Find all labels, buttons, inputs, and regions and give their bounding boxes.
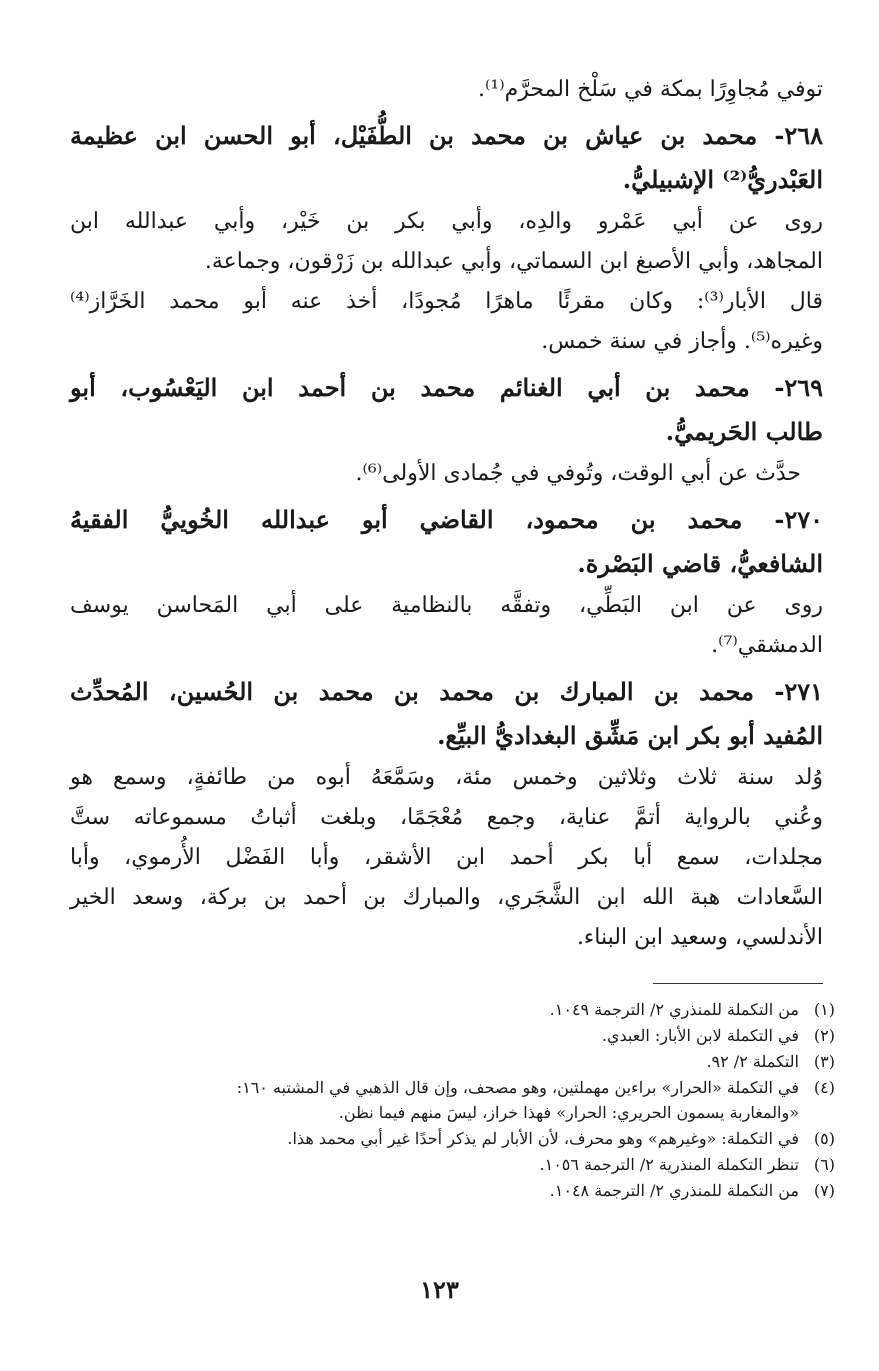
footnote-text: «والمغاربة يسمون الحريري: الحرار» فهذا خراز، ليسَ منهم فيما نظن. <box>338 1103 799 1122</box>
text-line: الأندلسي، وسعيد ابن البناء. <box>576 925 823 950</box>
text-line: روى عن ابن البَطِّي، وتفقَّه بالنظامية على أبي المَحاسن يوسف <box>70 593 823 618</box>
entry-heading-271: ٢٧١- محمد بن المبارك بن محمد بن محمد بن الحُسين، المُحدِّث <box>70 677 823 706</box>
footnote-number: (٤) <box>813 1078 835 1097</box>
entry-heading-268-cont: العَبْدريُّ⁽²⁾ الإشبيليُّ. <box>622 165 823 194</box>
footnote-number: (٢) <box>813 1026 835 1045</box>
footnote-text: من التكملة للمنذري ٢/ الترجمة ١٠٤٨. <box>549 1181 799 1200</box>
text-line: وعُني بالرواية أتمَّ عناية، وجمع مُعْجَمًا، وبلغت أثباتُ مسموعاته ستَّ <box>70 805 823 830</box>
footnote-divider <box>653 983 823 984</box>
entry-heading-269-cont: طالب الحَريميُّ. <box>665 417 823 446</box>
footnote-item <box>70 1152 835 1177</box>
text-line: الدمشقي⁽⁷⁾. <box>711 633 823 658</box>
footnote-item <box>70 1023 835 1048</box>
footnotes <box>70 997 835 1204</box>
footnote-number: (٧) <box>813 1181 835 1200</box>
main-text <box>70 70 823 958</box>
footnote-item <box>70 1075 835 1125</box>
entry-heading-270: ٢٧٠- محمد بن محمود، القاضي أبو عبدالله الخُوييُّ الفقيهُ <box>70 505 823 534</box>
footnote-text: في التكملة «الحرار» براءين مهملتين، وهو مصحف، وإن قال الذهبي في المشتبه ١٦٠: <box>236 1078 799 1097</box>
footnote-text: التكملة ٢/ ٩٢. <box>706 1052 799 1071</box>
footnote-item <box>70 1126 835 1151</box>
text-line: مجلدات، سمع أبا بكر أحمد ابن الأشقر، وأبا الفَضْل الأُرموي، وأبا <box>70 845 823 870</box>
footnote-number: (٦) <box>813 1155 835 1174</box>
text-line: السَّعادات هبة الله ابن الشَّجَري، والمبارك بن أحمد بن بركة، وسعد الخير <box>70 885 823 910</box>
entry-heading-268: ٢٦٨- محمد بن عياش بن محمد بن الطُّفَيْل، أبو الحسن ابن عظيمة <box>70 121 823 150</box>
entry-heading-271-cont: المُفيد أبو بكر ابن مَشِّق البغداديُّ البيِّع. <box>437 721 823 750</box>
footnote-text: في التكملة: «وغيرهم» وهو محرف، لأن الأبار لم يذكر أحدًا غير أبي محمد هذا. <box>287 1129 799 1148</box>
footnote-number: (٥) <box>813 1129 835 1148</box>
entry-heading-270-cont: الشافعيُّ، قاضي البَصْرة. <box>577 549 823 578</box>
entry-heading-269: ٢٦٩- محمد بن أبي الغنائم محمد بن أحمد ابن اليَعْسُوب، أبو <box>70 373 823 402</box>
text-line: وغيره⁽⁵⁾. وأجاز في سنة خمس. <box>541 329 823 354</box>
footnote-item <box>70 1049 835 1074</box>
text-line: قال الأبار⁽³⁾: وكان مقرئًا ماهرًا مُجودًا، أخذ عنه أبو محمد الخَرَّاز⁽⁴⁾ <box>70 289 823 314</box>
text-line: توفي مُجاوِرًا بمكة في سَلْخ المحرَّم⁽¹⁾. <box>477 77 823 102</box>
footnote-text: تنظر التكملة المنذرية ٢/ الترجمة ١٠٥٦. <box>539 1155 799 1174</box>
footnote-text: من التكملة للمنذري ٢/ الترجمة ١٠٤٩. <box>549 1000 799 1019</box>
text-line: وُلد سنة ثلاث وثلاثين وخمس مئة، وسَمَّعَهُ أبوه من طائفةٍ، وسمع هو <box>70 765 823 790</box>
page-number: ١٢٣ <box>420 1275 459 1304</box>
text-line: روى عن أبي عَمْرو والدِه، وأبي بكر بن خَيْر، وأبي عبدالله ابن <box>70 209 823 234</box>
footnote-number: (١) <box>813 1000 835 1019</box>
footnote-item <box>70 997 835 1022</box>
footnote-item <box>70 1178 835 1203</box>
text-line: حدَّث عن أبي الوقت، وتُوفي في جُمادى الأولى⁽⁶⁾. <box>355 461 801 486</box>
footnote-number: (٣) <box>813 1052 835 1071</box>
text-line: المجاهد، وأبي الأصبغ ابن السماتي، وأبي عبدالله بن زَرْقون، وجماعة. <box>204 249 823 274</box>
footnote-text: في التكملة لابن الأبار: العبدي. <box>601 1026 799 1045</box>
